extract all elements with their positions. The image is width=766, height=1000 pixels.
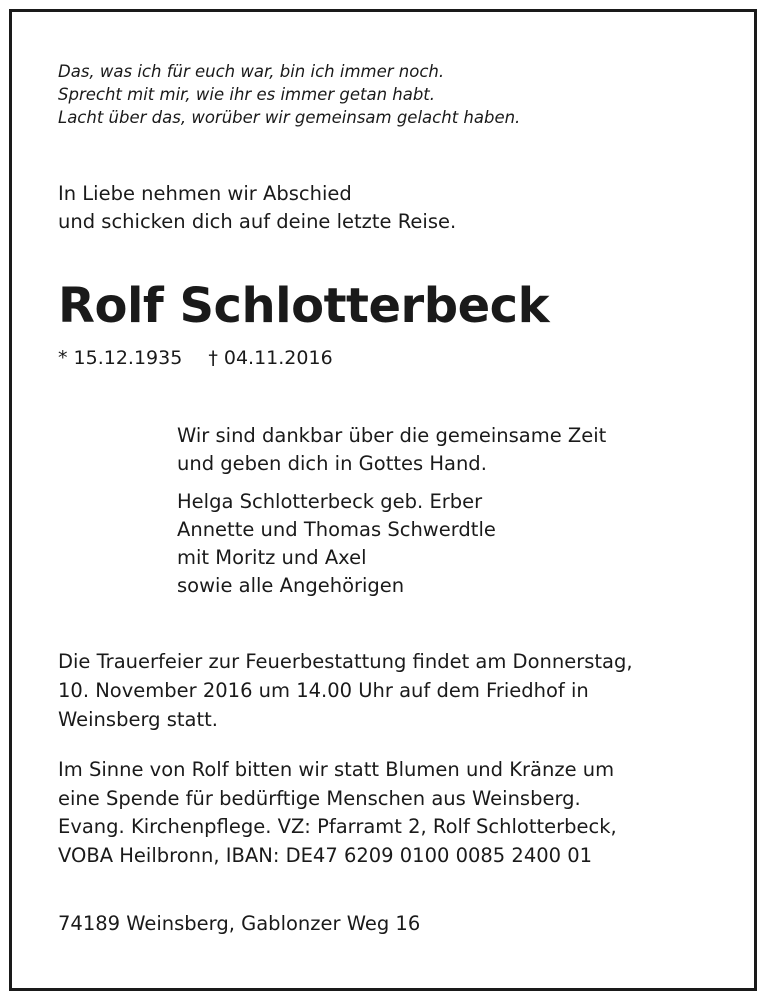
quote-line: Das, was ich für euch war, bin ich immer noch.	[58, 62, 445, 81]
intro-line: und schicken dich auf deine letzte Reise.	[58, 210, 457, 233]
mourner-line: Helga Schlotterbeck geb. Erber	[177, 490, 483, 513]
ceremony-line: 10. November 2016 um 14.00 Uhr auf dem Friedhof in	[58, 679, 589, 702]
deceased-name: Rolf Schlotterbeck	[58, 278, 550, 334]
donation-line: Evang. Kirchenpflege. VZ: Pfarramt 2, Rolf Schlotterbeck,	[58, 815, 617, 838]
quote-line: Sprecht mit mir, wie ihr es immer getan habt.	[58, 85, 436, 104]
gratitude-text	[177, 422, 606, 478]
ceremony-line: Weinsberg statt.	[58, 708, 218, 731]
farewell-intro	[58, 180, 456, 236]
mourner-line: Annette und Thomas Schwerdtle	[177, 518, 496, 541]
mourner-line: sowie alle Angehörigen	[177, 574, 405, 597]
intro-line: In Liebe nehmen wir Abschied	[58, 182, 352, 205]
funeral-ceremony-info	[58, 647, 633, 734]
death-date: † 04.11.2016	[208, 347, 333, 369]
ceremony-line: Die Trauerfeier zur Feuerbestattung findet am Donnerstag,	[58, 650, 633, 673]
quote-line: Lacht über das, worüber wir gemeinsam gelacht haben.	[58, 108, 521, 127]
donation-line: Im Sinne von Rolf bitten wir statt Blumen und Kränze um	[58, 758, 615, 781]
donation-request	[58, 756, 617, 870]
life-dates	[58, 344, 333, 372]
birth-date: * 15.12.1935	[58, 347, 183, 369]
family-address: 74189 Weinsberg, Gablonzer Weg 16	[58, 912, 421, 935]
donation-line: VOBA Heilbronn, IBAN: DE47 6209 0100 0085 2400 01	[58, 843, 593, 867]
gratitude-line: und geben dich in Gottes Hand.	[177, 452, 487, 475]
donation-line: eine Spende für bedürftige Menschen aus Weinsberg.	[58, 786, 581, 810]
mourner-line: mit Moritz und Axel	[177, 546, 367, 569]
mourners-list	[177, 488, 496, 600]
memorial-quote	[58, 60, 520, 129]
gratitude-line: Wir sind dankbar über die gemeinsame Zeit	[177, 424, 607, 447]
